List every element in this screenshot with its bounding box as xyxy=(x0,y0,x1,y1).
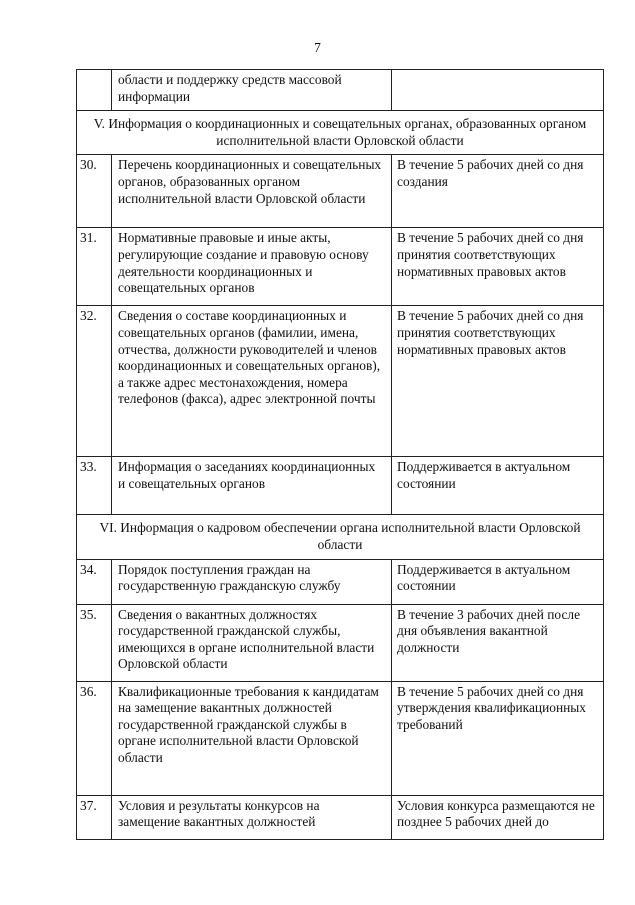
row-number: 31. xyxy=(77,228,112,306)
section-header-row xyxy=(77,515,604,559)
row-description: Квалификационные требования к кандидатам на замещение вакантных должностей государственной гражданской службы в органе исполнительной власти Орловской области xyxy=(112,681,392,795)
row-term: В течение 5 рабочих дней со дня утверждения квалификационных требований xyxy=(392,681,604,795)
row-term: В течение 3 рабочих дней после дня объявления вакантной должности xyxy=(392,604,604,681)
row-term: Поддерживается в актуальном состоянии xyxy=(392,457,604,515)
row-description: Сведения о вакантных должностях государственной гражданской службы, имеющихся в органе исполнительной власти Орловской области xyxy=(112,604,392,681)
row-term xyxy=(392,70,604,111)
row-number xyxy=(77,70,112,111)
row-number: 34. xyxy=(77,559,112,604)
row-description: Условия и результаты конкурсов на замещение вакантных должностей xyxy=(112,795,392,839)
row-description: Нормативные правовые и иные акты, регулирующие создание и правовую основу деятельности координационных и совещательных органов xyxy=(112,228,392,306)
section-header: VI. Информация о кадровом обеспечении органа исполнительной власти Орловской области xyxy=(77,515,604,559)
page-number: 7 xyxy=(314,40,321,55)
table-row xyxy=(77,604,604,681)
table-row xyxy=(77,457,604,515)
row-term: В течение 5 рабочих дней со дня создания xyxy=(392,155,604,228)
table-row xyxy=(77,681,604,795)
row-number: 37. xyxy=(77,795,112,839)
row-description: Информация о заседаниях координационных и совещательных органов xyxy=(112,457,392,515)
table-row xyxy=(77,228,604,306)
row-number: 30. xyxy=(77,155,112,228)
row-number: 32. xyxy=(77,306,112,457)
table-row xyxy=(77,155,604,228)
row-description: Перечень координационных и совещательных органов, образованных органом исполнительной власти Орловской области xyxy=(112,155,392,228)
section-header: V. Информация о координационных и совещательных органах, образованных органом исполнительной власти Орловской области xyxy=(77,111,604,155)
row-description: Порядок поступления граждан на государственную гражданскую службу xyxy=(112,559,392,604)
row-term: Поддерживается в актуальном состоянии xyxy=(392,559,604,604)
row-term: В течение 5 рабочих дней со дня принятия соответствующих нормативных правовых актов xyxy=(392,228,604,306)
table-row xyxy=(77,559,604,604)
table-row xyxy=(77,306,604,457)
table-row xyxy=(77,795,604,839)
row-description: Сведения о составе координационных и совещательных органов (фамилии, имена, отчества, должности руководителей и членов координационных и совещательных органов), а также адрес местонахождения, номера телефонов (факса), адрес электронной почты xyxy=(112,306,392,457)
row-description: области и поддержку средств массовой информации xyxy=(112,70,392,111)
table-row-continuation xyxy=(77,70,604,111)
disclosure-table xyxy=(76,69,604,840)
row-number: 35. xyxy=(77,604,112,681)
row-term: В течение 5 рабочих дней со дня принятия соответствующих нормативных правовых актов xyxy=(392,306,604,457)
row-number: 36. xyxy=(77,681,112,795)
row-term: Условия конкурса размещаются не позднее 5 рабочих дней до xyxy=(392,795,604,839)
row-number: 33. xyxy=(77,457,112,515)
section-header-row xyxy=(77,111,604,155)
